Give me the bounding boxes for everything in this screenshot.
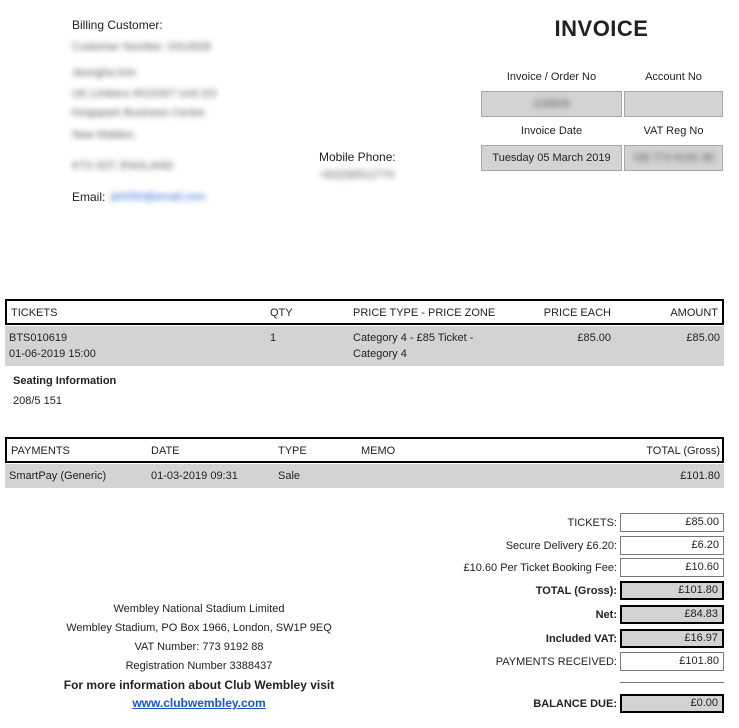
summary-divider	[620, 682, 724, 683]
ticket-code: BTS010619	[9, 332, 68, 344]
table-row	[5, 326, 724, 366]
tickets-table-header	[5, 299, 724, 325]
payments-table-header	[5, 437, 724, 463]
summary-tickets-value: £85.00	[620, 513, 724, 532]
th-price-type: PRICE TYPE - PRICE ZONE	[353, 307, 496, 319]
footer-more-info: For more information about Club Wembley visit	[63, 678, 335, 692]
seating-info-label: Seating Information	[13, 375, 117, 387]
ticket-amount: £85.00	[686, 332, 720, 344]
footer-vat-number: VAT Number: 773 9192 88	[134, 641, 264, 653]
summary-total-label: TOTAL (Gross):	[535, 585, 617, 597]
th-date: DATE	[151, 445, 180, 457]
vat-reg-box	[624, 145, 723, 171]
order-no-value: 228809	[533, 98, 570, 110]
address-line-2: Kingspark Business Centre	[72, 107, 205, 119]
payment-date: 01-03-2019 09:31	[151, 470, 238, 482]
email-label: Email:	[72, 190, 106, 204]
invoice-date-label: Invoice Date	[520, 125, 583, 137]
address-line-3: New Malden,	[72, 129, 137, 141]
price-type-line1: Category 4 - £85 Ticket -	[353, 332, 474, 344]
email-value[interactable]: jeh050@email.com	[111, 191, 206, 203]
footer-registration: Registration Number 3388437	[125, 660, 273, 672]
vat-reg-value: GB 773 9192 88	[633, 152, 714, 164]
balance-due-label: BALANCE DUE:	[533, 698, 617, 710]
summary-net-value: £84.83	[620, 605, 724, 624]
mobile-phone-value: +82(0)6512774	[319, 169, 394, 181]
price-type-line2: Category 4	[353, 348, 407, 360]
th-price-each: PRICE EACH	[543, 307, 611, 319]
payment-type: Sale	[278, 470, 301, 482]
summary-vat-label: Included VAT:	[545, 633, 617, 645]
summary-delivery-label: Secure Delivery £6.20:	[505, 540, 617, 552]
invoice-date-box	[481, 145, 622, 171]
summary-received-label: PAYMENTS RECEIVED:	[495, 656, 617, 668]
invoice-title: INVOICE	[554, 16, 649, 41]
order-no-box	[481, 91, 622, 117]
balance-due-value: £0.00	[620, 694, 724, 713]
club-wembley-link[interactable]: www.clubwembley.com	[132, 696, 266, 710]
mobile-phone-label: Mobile Phone:	[319, 150, 396, 164]
summary-net-label: Net:	[595, 609, 617, 621]
footer-company: Wembley National Stadium Limited	[113, 603, 285, 615]
order-no-label: Invoice / Order No	[506, 71, 597, 83]
account-no-label: Account No	[645, 71, 702, 83]
summary-vat-value: £16.97	[620, 629, 724, 648]
th-payments: PAYMENTS	[11, 445, 70, 457]
payment-total: £101.80	[680, 470, 720, 482]
payment-method: SmartPay (Generic)	[9, 470, 107, 482]
price-each: £85.00	[577, 332, 611, 344]
th-type: TYPE	[278, 445, 307, 457]
footer-link-wrap	[40, 696, 358, 710]
summary-tickets-label: TICKETS:	[567, 517, 617, 529]
billing-customer-label: Billing Customer:	[72, 18, 163, 32]
th-memo: MEMO	[361, 445, 396, 457]
customer-number: Customer Number: 0314928	[72, 41, 211, 53]
th-tickets: TICKETS	[11, 307, 58, 319]
address-line-1: UK Limbers #h/2/007 Unit 2/3	[72, 88, 217, 100]
ticket-qty: 1	[270, 332, 277, 344]
invoice-date-value: Tuesday 05 March 2019	[492, 152, 611, 164]
summary-received-value: £101.80	[620, 652, 724, 671]
th-amount: AMOUNT	[670, 307, 718, 319]
seating-info-value: 208/5 151	[13, 395, 62, 407]
summary-total-value: £101.80	[620, 581, 724, 600]
footer-address: Wembley Stadium, PO Box 1966, London, SW1P 9EQ	[66, 622, 332, 634]
table-row	[5, 464, 724, 488]
customer-name: Jeongha Kim	[72, 67, 137, 79]
summary-delivery-value: £6.20	[620, 536, 724, 555]
th-total-gross: TOTAL (Gross)	[646, 445, 720, 457]
ticket-date: 01-06-2019 15:00	[9, 348, 96, 360]
summary-booking-fee-label: £10.60 Per Ticket Booking Fee:	[463, 562, 617, 574]
summary-booking-fee-value: £10.60	[620, 558, 724, 577]
address-postcode: KT3 3ST, ENGLAND	[72, 160, 174, 172]
vat-reg-label: VAT Reg No	[643, 125, 704, 137]
account-no-box	[624, 91, 723, 117]
th-qty: QTY	[270, 307, 293, 319]
